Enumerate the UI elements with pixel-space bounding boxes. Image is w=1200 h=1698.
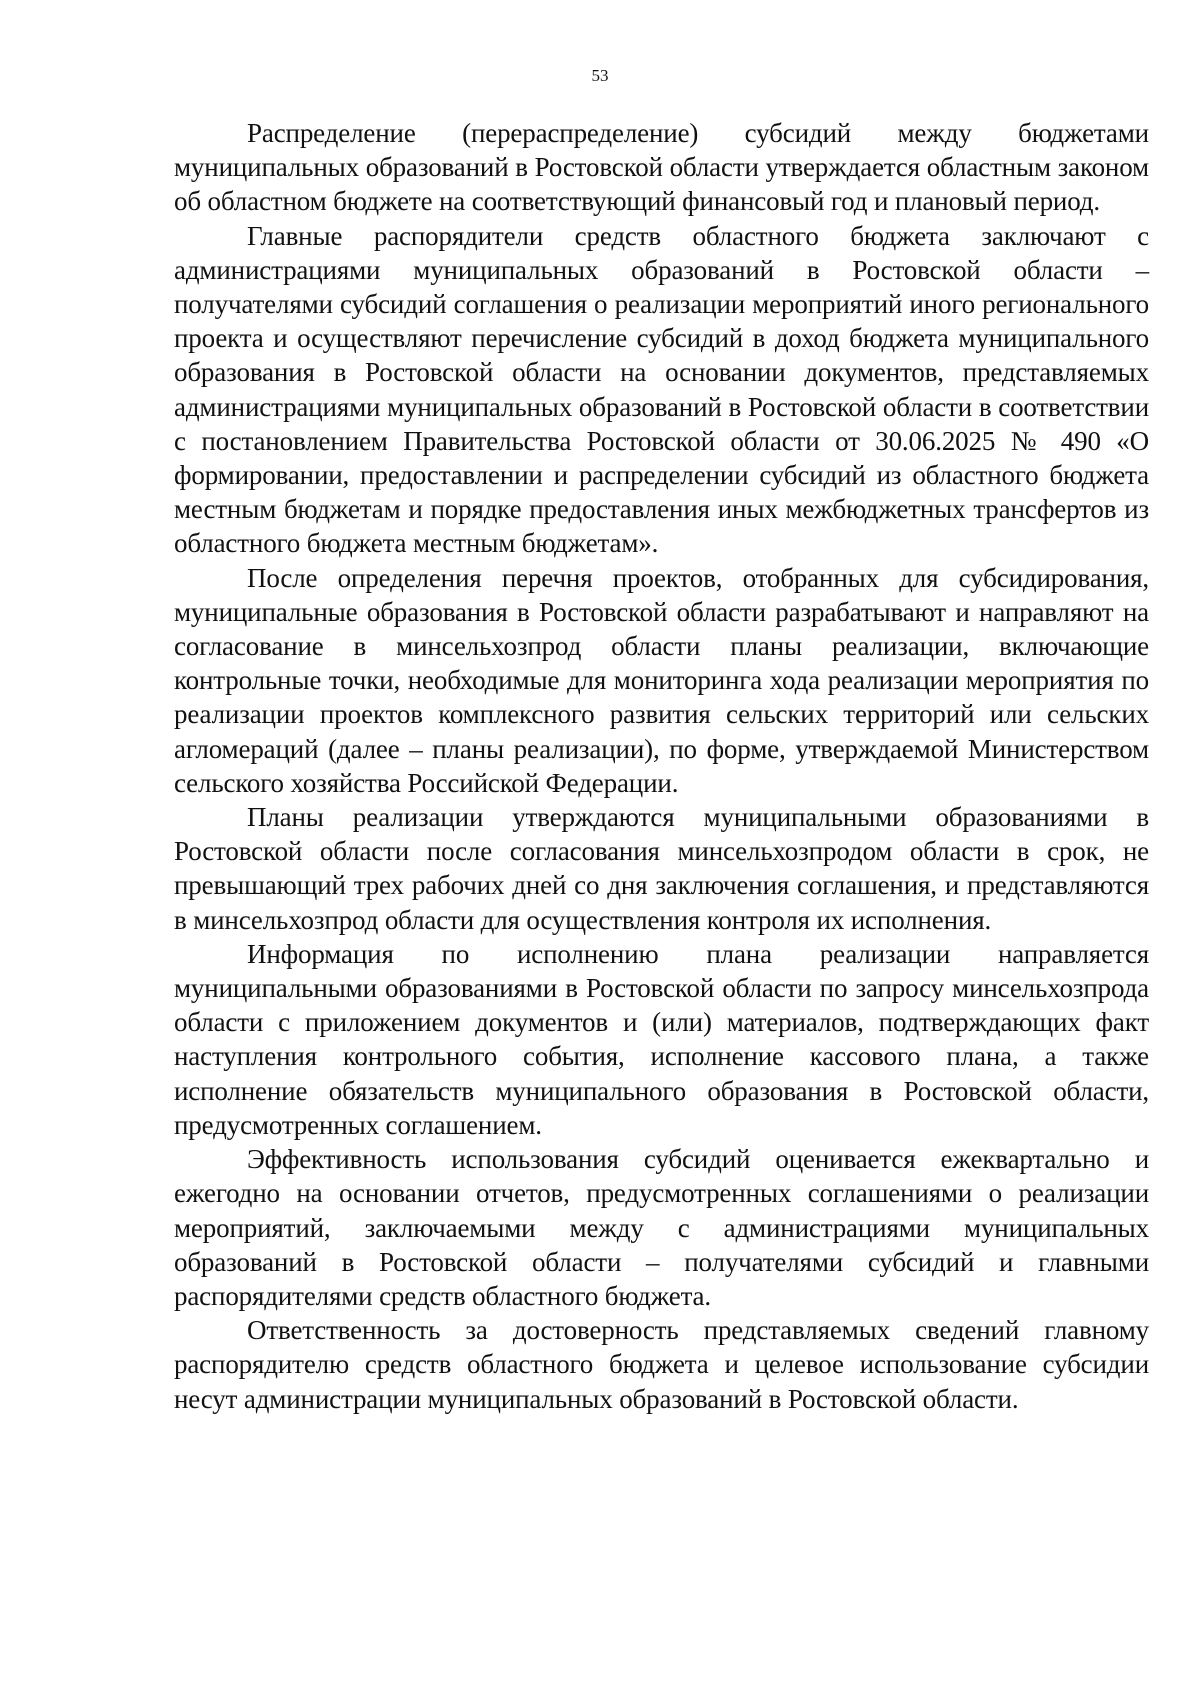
paragraph-agreements: Главные распорядители средств областного бюджета заключают с администрациями муниципальных образований в Ростовской области – получателями субсидий соглашения о реализации мероприятий иного регионального проекта и осуществляют перечисление субсидий в доход бюджета муниципального образования в Ростовской области на основании документов, представляемых администрациями муниципальных образований в Ростовской области в соответствии с постановлением Правительства Ростовской области от 30.06.2025 № 490 «О формировании, предоставлении и распределении субсидий из областного бюджета местным бюджетам и порядке предоставления иных межбюджетных трансфертов из областного бюджета местным бюджетам». [174, 220, 1149, 559]
paragraph-efficiency: Эффективность использования субсидий оценивается ежеквартально и ежегодно на основании отчетов, предусмотренных соглашениями о реализации мероприятий, заключаемыми между с администрациями муниципальных образований в Ростовской области – получателями субсидий и главными распорядителями средств областного бюджета. [174, 1144, 1149, 1311]
paragraph-plan-approval: Планы реализации утверждаются муниципальными образованиями в Ростовской области после согласования минсельхозпродом области в срок, не превышающий трех рабочих дней со дня заключения соглашения, и представляются в минсельхозпрод области для осуществления контроля их исполнения. [174, 802, 1149, 935]
paragraph-subsidy-distribution: Распределение (перераспределение) субсидий между бюджетами муниципальных образований в Ростовской области утверждается областным законом об областном бюджете на соответствующий финансовый год и плановый период. [174, 118, 1149, 217]
page-number: 53 [591, 66, 609, 85]
paragraph-responsibility: Ответственность за достоверность представляемых сведений главному распорядителю средств областного бюджета и целевое использование субсидии несут администрации муниципальных образований в Ростовской области. [174, 1315, 1149, 1414]
paragraph-implementation-plans: После определения перечня проектов, отобранных для субсидирования, муниципальные образования в Ростовской области разрабатывают и направляют на согласование в минсельхозпрод области планы реализации, включающие контрольные точки, необходимые для мониторинга хода реализации мероприятия по реализации проектов комплексного развития сельских территорий или сельских агломераций (далее – планы реализации), по форме, утверждаемой Министерством сельского хозяйства Российской Федерации. [174, 562, 1149, 798]
paragraph-plan-information: Информация по исполнению плана реализации направляется муниципальными образованиями в Ростовской области по запросу минсельхозпрода области с приложением документов и (или) материалов, подтверждающих факт наступления контрольного события, исполнение кассового плана, а также исполнение обязательств муниципального образования в Ростовской области, предусмотренных соглашением. [174, 938, 1149, 1140]
body-text [174, 116, 1149, 1416]
